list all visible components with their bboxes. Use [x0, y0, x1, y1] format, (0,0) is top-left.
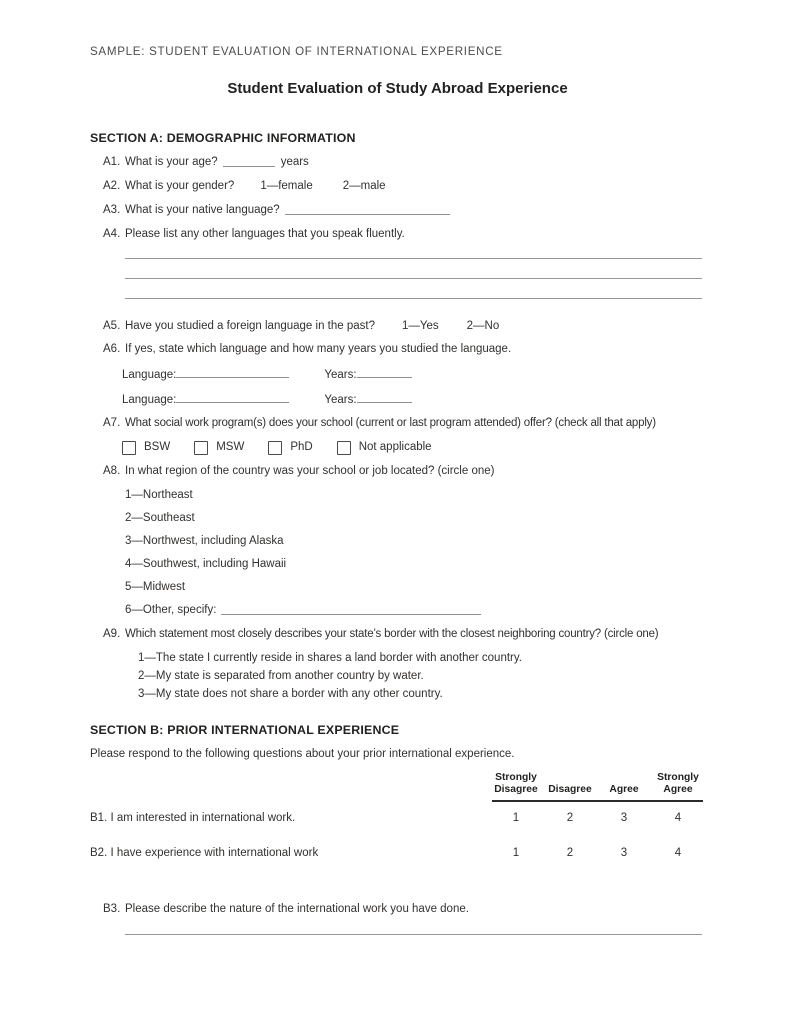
- question-number: A3.: [103, 204, 121, 216]
- a4-answer-lines: [125, 258, 705, 299]
- question-number: A1.: [103, 156, 121, 168]
- region-option: 1—Northeast: [125, 489, 193, 501]
- question-a5: [90, 319, 705, 334]
- question-number: A5.: [103, 320, 121, 332]
- language-label: Language:: [122, 394, 177, 406]
- rating-option[interactable]: 3: [620, 812, 628, 824]
- checkbox-label: MSW: [216, 441, 245, 453]
- rating-item-label: B2. I have experience with international work: [90, 847, 319, 859]
- border-statement-option: 2—My state is separated from another country by water.: [138, 670, 424, 682]
- question-a1: [90, 155, 705, 170]
- years-label: Years:: [324, 394, 357, 406]
- question-number: A7.: [103, 417, 121, 429]
- question-a6: [90, 342, 705, 357]
- rating-option[interactable]: 2: [566, 812, 574, 824]
- rating-option[interactable]: 1: [512, 812, 520, 824]
- native-language-question-label: What is your native language?: [125, 204, 280, 216]
- rating-option[interactable]: 2: [566, 847, 574, 859]
- border-statement-option: 1—The state I currently reside in shares a land border with another country.: [138, 652, 522, 664]
- question-text: [125, 155, 705, 170]
- language-label: Language:: [122, 369, 177, 381]
- checkbox-phd[interactable]: [268, 441, 282, 455]
- other-specify-label: 6—Other, specify:: [125, 604, 217, 616]
- option-no: 2—No: [466, 320, 500, 332]
- question-a9: [90, 627, 705, 642]
- gender-option-female: 1—female: [260, 180, 313, 192]
- question-number: A4.: [103, 228, 121, 240]
- age-units-label: years: [280, 156, 309, 168]
- question-text: Which statement most closely describes your state’s border with the closest neighboring country? (circle one): [125, 628, 659, 640]
- native-language-write-in-line[interactable]: [285, 203, 450, 215]
- rating-option[interactable]: 4: [674, 847, 682, 859]
- region-option: 4—Southwest, including Hawaii: [125, 558, 287, 570]
- write-in-line[interactable]: [125, 278, 702, 279]
- question-text: Please list any other languages that you speak fluently.: [125, 228, 405, 240]
- region-option-other: [125, 603, 705, 618]
- checkbox-label: PhD: [290, 441, 313, 453]
- question-a4: [90, 227, 705, 242]
- question-text: [125, 203, 705, 218]
- checkbox-bsw[interactable]: [122, 441, 136, 455]
- question-number: A6.: [103, 343, 121, 355]
- years-label: Years:: [324, 369, 357, 381]
- question-text: If yes, state which language and how many years you studied the language.: [125, 343, 512, 355]
- write-in-line[interactable]: [125, 298, 702, 299]
- question-text: What social work program(s) does your school (current or last program attended) offer? (check all that apply): [125, 417, 656, 429]
- rating-item-label: B1. I am interested in international work.: [90, 812, 296, 824]
- years-write-in-line[interactable]: [357, 366, 412, 378]
- checkbox-group-bsw: [122, 440, 170, 455]
- write-in-line[interactable]: [125, 258, 702, 259]
- question-number: A8.: [103, 465, 121, 477]
- foreign-language-question-label: Have you studied a foreign language in the past?: [125, 320, 375, 332]
- section-b-intro: Please respond to the following questions about your prior international experience.: [90, 748, 515, 760]
- border-statement-option: 3—My state does not share a border with any other country.: [138, 688, 443, 700]
- scale-header-agree: Agree: [609, 784, 639, 795]
- question-text: Please describe the nature of the international work you have done.: [125, 903, 469, 915]
- age-question-label: What is your age?: [125, 156, 218, 168]
- question-text: In what region of the country was your school or job located? (circle one): [125, 465, 495, 477]
- question-a2: [90, 179, 705, 194]
- language-years-row: [122, 366, 705, 383]
- checkbox-label: BSW: [144, 441, 171, 453]
- language-write-in-line[interactable]: [176, 366, 289, 378]
- rating-scale-rule: [492, 800, 703, 802]
- gender-option-male: 2—male: [342, 180, 386, 192]
- scale-header-disagree: Disagree: [548, 784, 592, 795]
- checkbox-group-not-applicable: [337, 440, 432, 455]
- checkbox-not-applicable[interactable]: [337, 441, 351, 455]
- write-in-line[interactable]: [125, 934, 702, 935]
- years-write-in-line[interactable]: [357, 391, 412, 403]
- region-option: 2—Southeast: [125, 512, 195, 524]
- section-a-heading: SECTION A: DEMOGRAPHIC INFORMATION: [90, 131, 356, 145]
- question-a8: [90, 464, 705, 479]
- rating-scale-header: [90, 770, 705, 796]
- scale-header-strongly-agree: Strongly Agree: [657, 772, 699, 795]
- checkbox-msw[interactable]: [194, 441, 208, 455]
- rating-option[interactable]: 3: [620, 847, 628, 859]
- rating-option[interactable]: 1: [512, 847, 520, 859]
- header-spacer: [90, 770, 489, 796]
- section-b-heading: SECTION B: PRIOR INTERNATIONAL EXPERIENCE: [90, 723, 400, 737]
- scale-header-strongly-disagree: Strongly Disagree: [494, 772, 538, 795]
- checkbox-group-phd: [268, 440, 312, 455]
- question-number: A2.: [103, 180, 121, 192]
- rule-spacer: [90, 800, 492, 802]
- rating-scale-rule-row: [90, 800, 705, 802]
- page-title: Student Evaluation of Study Abroad Experience: [227, 80, 568, 97]
- option-yes: 1—Yes: [402, 320, 439, 332]
- rating-option[interactable]: 4: [674, 812, 682, 824]
- question-number: B3.: [103, 903, 121, 915]
- checkbox-group-msw: [194, 440, 244, 455]
- rating-item-b2: [90, 846, 705, 861]
- program-checkbox-row: [122, 440, 705, 455]
- question-b3: [90, 902, 705, 917]
- question-text: [125, 179, 705, 194]
- region-option: 5—Midwest: [125, 581, 186, 593]
- other-specify-write-in-line[interactable]: [221, 603, 481, 615]
- question-a7: [90, 416, 705, 431]
- region-option: 3—Northwest, including Alaska: [125, 535, 284, 547]
- question-number: A9.: [103, 628, 121, 640]
- checkbox-label: Not applicable: [358, 441, 432, 453]
- language-write-in-line[interactable]: [176, 391, 289, 403]
- rating-item-b1: [90, 811, 705, 826]
- language-years-row: [122, 391, 705, 408]
- sample-watermark: SAMPLE: STUDENT EVALUATION OF INTERNATIONAL EXPERIENCE: [90, 45, 503, 58]
- gender-question-label: What is your gender?: [125, 180, 235, 192]
- age-write-in-line[interactable]: [223, 155, 275, 167]
- question-text: [125, 319, 705, 334]
- question-a3: [90, 203, 705, 218]
